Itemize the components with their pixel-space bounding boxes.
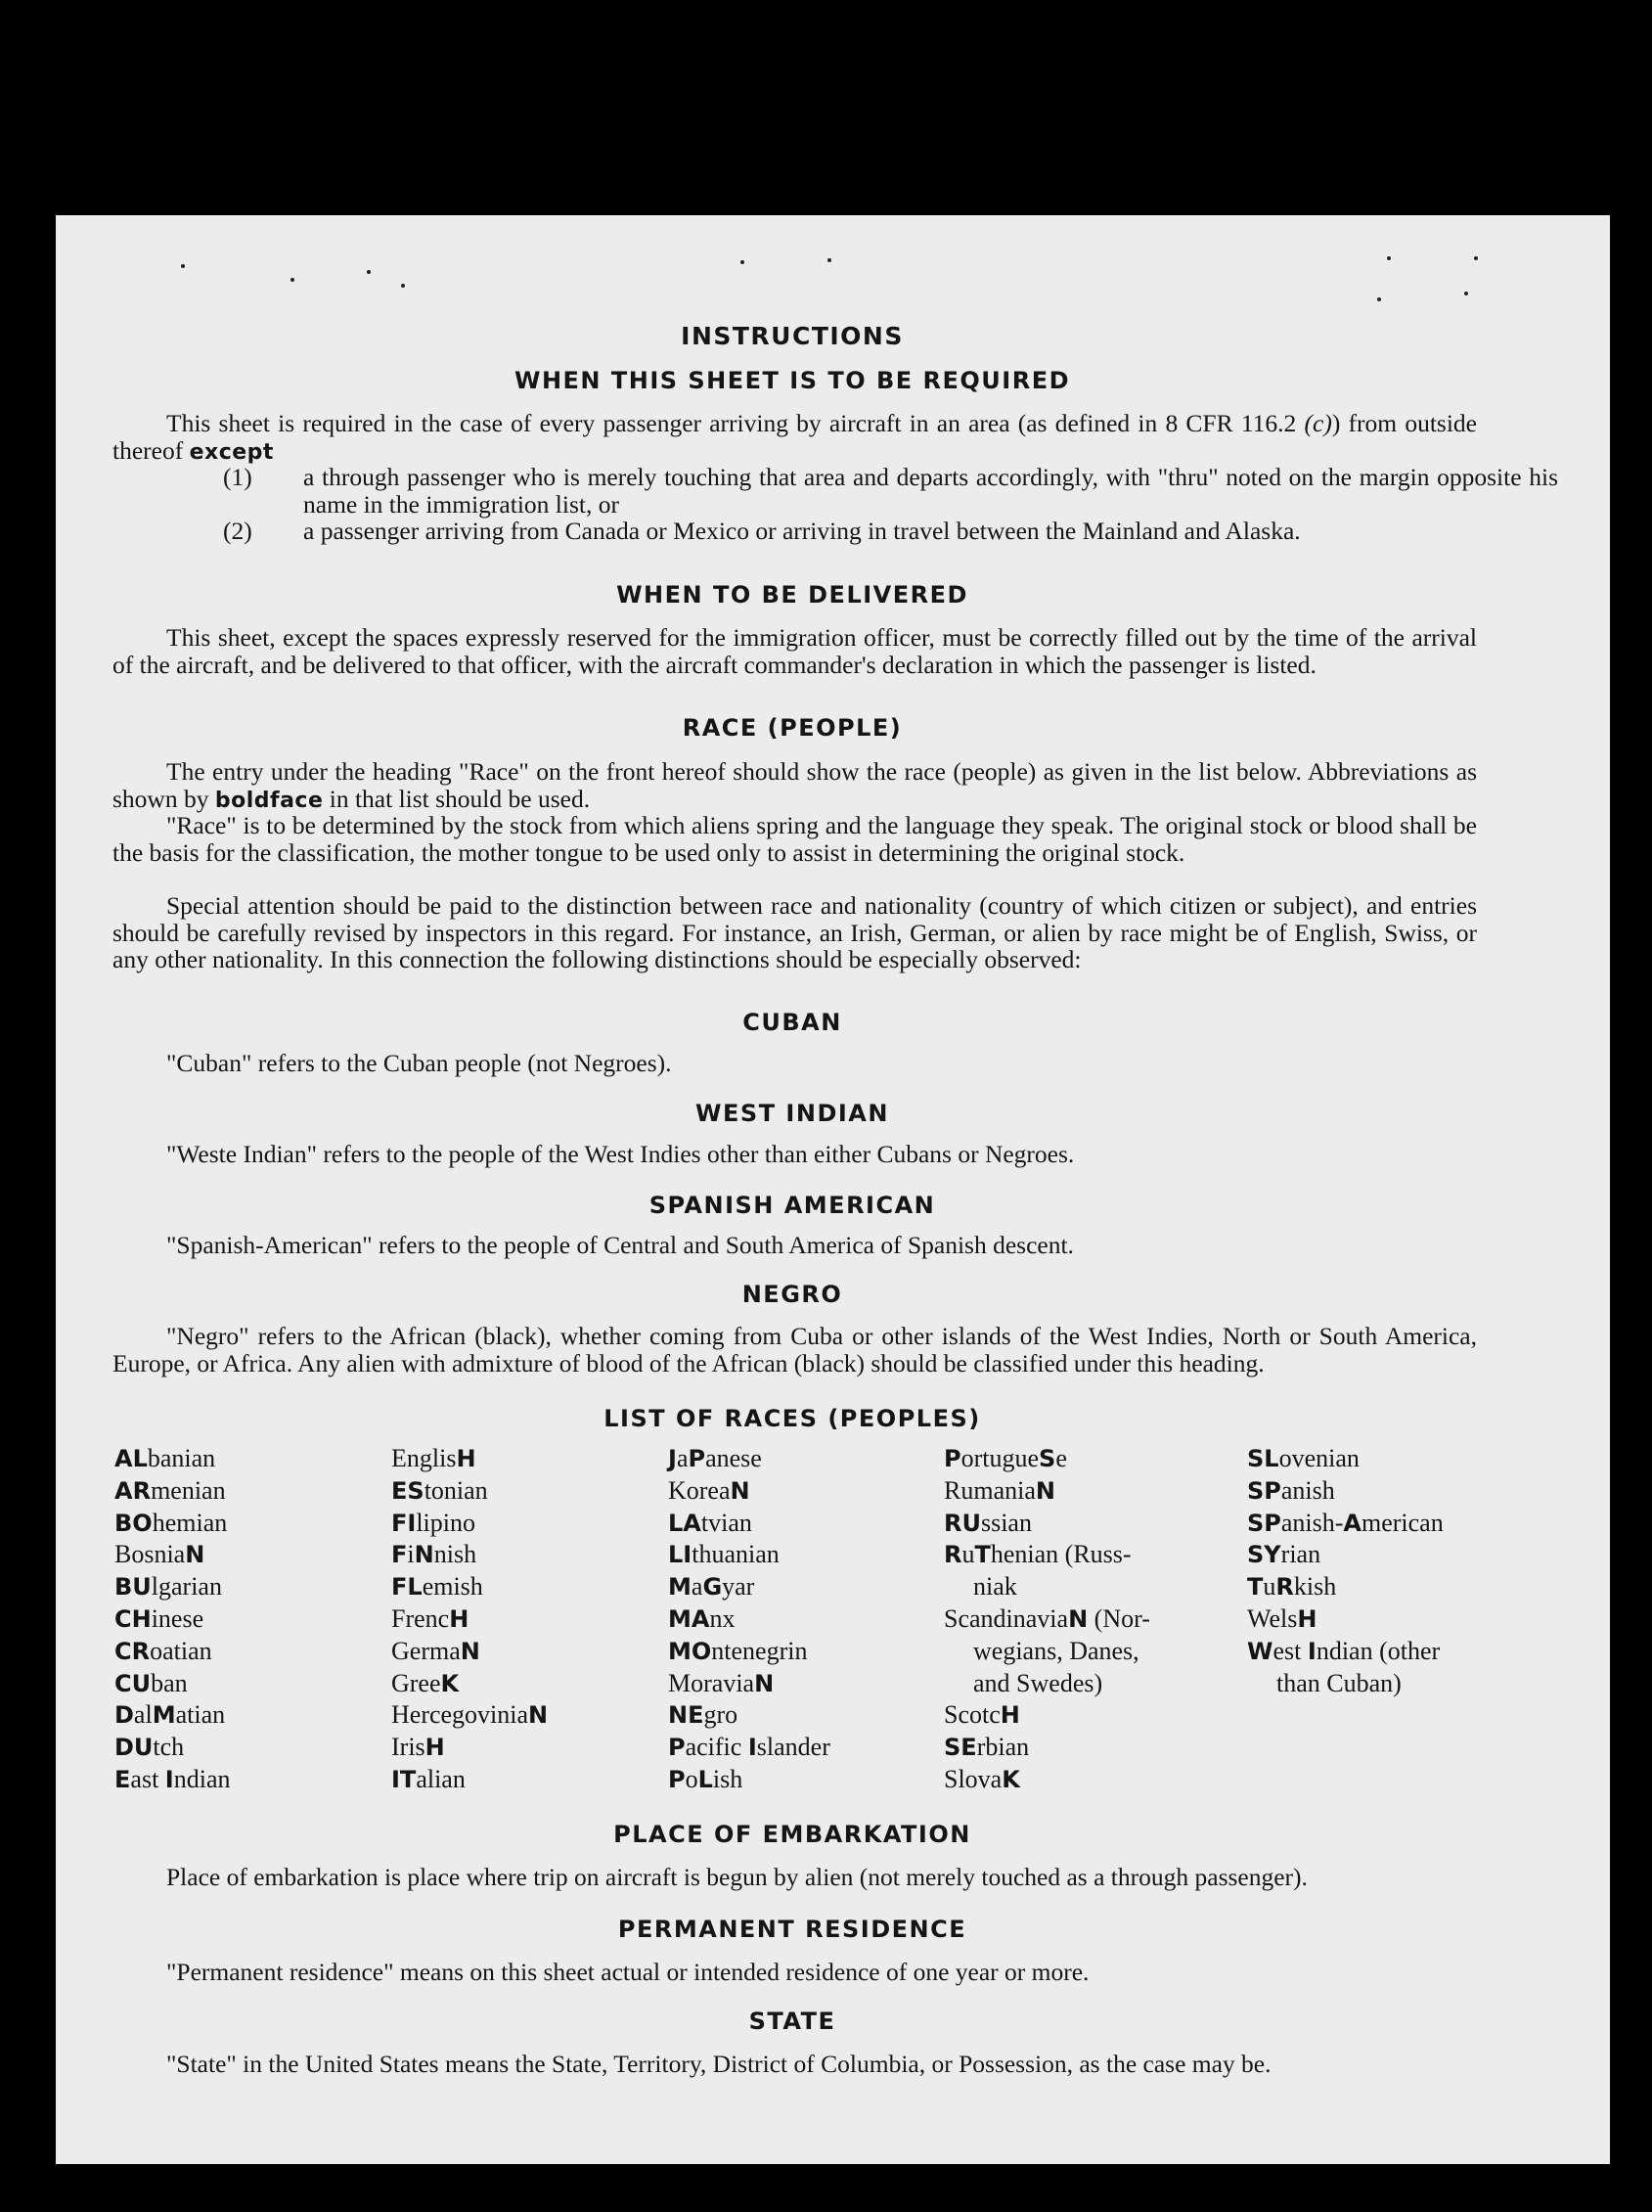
race-abbreviation: N [1068,1604,1089,1633]
citation: (c) [1304,409,1332,437]
required-paragraph [112,410,1477,466]
race-name-part: u [1263,1572,1276,1602]
race-name-part: slander [756,1733,830,1762]
speck [1474,256,1478,260]
race-abbreviation: T [1247,1573,1264,1602]
cuban-heading: CUBAN [742,1009,842,1036]
race-name-part: nish [433,1540,477,1569]
race-name-part: a [691,1572,703,1602]
race-abbreviation: SP [1247,1509,1281,1537]
races-column-2 [391,1443,685,1796]
race-entry [1247,1539,1540,1571]
race-abbreviation: N [1035,1476,1055,1505]
race-entry [391,1699,685,1732]
speck [827,258,831,262]
race-abbreviation: FL [391,1573,423,1602]
race-entry [944,1699,1237,1732]
races-column-4 [944,1443,1237,1796]
item-text: a passenger arriving from Canada or Mexico or arriving in travel between the Mainland and Alaska. [303,517,1301,545]
item-label: (1) [223,463,252,491]
race-name-part: oatian [150,1636,212,1665]
race-name-part: u [961,1540,975,1569]
place-of-embarkation-heading: PLACE OF EMBARKATION [613,1821,971,1848]
race-paragraph-3: Special attention should be paid to the distinction between race and nationality (country of which citizen or subject), and entries should be carefully revised by inspectors in this regard. For instance, an Irish, German, or alien by race might be of English, Swiss, or any other nationality. In this connection the following distinctions should be especially observed: [112,891,1477,973]
race-name-part: alian [416,1764,466,1793]
race-name-part: Englis [391,1444,457,1472]
race-entry [391,1668,685,1700]
race-entry [668,1443,961,1475]
race-abbreviation: I [164,1765,174,1793]
race-abbreviation: H [1297,1604,1317,1633]
race-name-part: lipino [416,1508,475,1537]
race-name-part: ortugue [960,1444,1040,1472]
race-name-part: inese [151,1603,204,1633]
race-abbreviation: SL [1247,1445,1279,1472]
race-abbreviation: P [688,1445,706,1472]
required-intro: This sheet is required in the case of every passenger arriving by aircraft in an area (as defined in 8 CFR 116.2 [166,409,1297,437]
race-abbreviation: SE [944,1734,977,1762]
race-entry [1247,1603,1540,1636]
state-paragraph: "State" in the United States means the State, Territory, District of Columbia, or Possession, as the case may be. [166,2050,1272,2078]
speck [401,284,405,288]
race-abbreviation: H [456,1445,476,1472]
race-name-part: merican [1362,1508,1444,1537]
race-entry [114,1571,408,1603]
race-entry [114,1668,408,1700]
race-entry [668,1508,961,1540]
race-abbreviation: E [114,1765,131,1793]
race-name-part: Iris [391,1733,425,1762]
race-name-part: (Nor- [1088,1603,1150,1633]
race-entry [1247,1443,1540,1475]
race-name-part: wegians, Danes, [973,1636,1139,1665]
race-paragraph-1 [112,758,1477,814]
race-name-part: al [133,1700,153,1730]
race-abbreviation: S [1039,1445,1056,1472]
race-name-part: menian [151,1475,226,1505]
race-name-part: Scandinavia [944,1603,1069,1633]
race-entry [668,1539,961,1571]
race-name-part: tch [153,1733,185,1762]
races-column-3 [668,1443,961,1796]
race-name-part: Frenc [391,1603,450,1633]
race-entry [114,1508,408,1540]
race-name-part: niak [973,1572,1017,1602]
race-abbreviation: SP [1247,1476,1281,1505]
residence-paragraph: "Permanent residence" means on this sheet actual or intended residence of one year or more. [166,1958,1090,1986]
race-name-part: thuanian [692,1540,780,1569]
item-text: a through passenger who is merely touching that area and departs accordingly, with "thru" noted on the margin opposite his name in the immigration list, or [303,463,1558,519]
race-entry [391,1603,685,1636]
race-entry [668,1475,961,1508]
race-name-part: anese [705,1444,762,1472]
race-p1-start: The entry under the heading "Race" on the front hereof should show the race (people) as given in the list below. Abbreviations as shown by [112,757,1477,813]
race-abbreviation: NE [668,1701,704,1730]
race-name-part: acific [685,1733,748,1762]
race-entry [944,1764,1237,1796]
race-name-part: atian [175,1700,226,1730]
race-entry [944,1508,1237,1540]
race-abbreviation: M [152,1701,176,1730]
race-entry [391,1539,685,1571]
race-name-part: i [407,1540,415,1569]
race-name-part: banian [147,1444,216,1472]
race-name-part: Bosnia [114,1540,186,1569]
speck [740,260,744,264]
race-abbreviation: P [668,1765,686,1793]
race-name-part: Hercegovinia [391,1700,529,1730]
race-abbreviation: SY [1247,1541,1281,1569]
race-name-part: Germa [391,1636,461,1665]
race-abbreviation: F [391,1541,408,1569]
race-p1-end: in that list should be used. [329,784,591,813]
race-abbreviation: I [1307,1637,1317,1665]
race-name-part: nx [709,1603,736,1633]
race-name-part: yar [722,1572,755,1602]
race-entry [114,1603,408,1636]
race-name-part: Scotc [944,1700,1001,1730]
race-abbreviation: CU [114,1669,152,1697]
race-entry [944,1571,1237,1603]
race-abbreviation: N [414,1541,434,1569]
exception-item-2 [223,518,1558,545]
race-abbreviation: R [1275,1573,1294,1602]
race-abbreviation: P [668,1734,686,1762]
race-entry [668,1764,961,1796]
races-column-5 [1247,1443,1540,1699]
race-abbreviation: LI [668,1541,692,1569]
race-entry [1247,1571,1540,1603]
spanish-american-heading: SPANISH AMERICAN [648,1192,936,1219]
embarkation-paragraph: Place of embarkation is place where trip on aircraft is begun by alien (not merely touched as a through passenger). [166,1863,1308,1891]
west-indian-paragraph: "Weste Indian" refers to the people of the West Indies other than either Cubans or Negroes. [166,1140,1075,1168]
race-abbreviation: I [747,1734,757,1762]
race-name-part: ban [151,1668,188,1697]
race-name-part: a [676,1444,689,1472]
exception-item-1 [223,464,1558,518]
race-name-part: est [1272,1636,1308,1665]
race-abbreviation: DU [114,1734,154,1762]
race-name-part: ndian [173,1764,231,1793]
race-abbreviation: ES [391,1476,424,1505]
race-entry [668,1636,961,1668]
race-abbreviation: BO [114,1509,153,1537]
race-name-part: tvian [700,1508,752,1537]
race-entry [391,1443,685,1475]
race-name-part: Rumania [944,1475,1036,1505]
race-entry [391,1475,685,1508]
race-name-part: than Cuban) [1276,1668,1402,1697]
race-paragraph-2: "Race" is to be determined by the stock from which aliens spring and the language they speak. The original stock or blood shall be the basis for the classification, the mother tongue to be used only to assist in determining the original stock. [112,811,1477,867]
race-name-part: anish- [1280,1508,1344,1537]
race-entry [391,1764,685,1796]
race-abbreviation: CH [114,1604,152,1633]
race-entry [668,1603,961,1636]
race-entry [114,1764,408,1796]
race-abbreviation: AL [114,1445,148,1472]
speck [1377,297,1381,301]
race-entry [114,1699,408,1732]
race-abbreviation: N [528,1701,549,1730]
race-entry [944,1732,1237,1764]
race-entry [114,1443,408,1475]
spanish-american-paragraph: "Spanish-American" refers to the people of Central and South America of Spanish descent. [166,1231,1074,1259]
race-name-part: rbian [976,1733,1030,1762]
race-name-part: Wels [1247,1603,1298,1633]
race-entry [391,1508,685,1540]
race-abbreviation: AR [114,1476,152,1505]
instructions-title: INSTRUCTIONS [681,322,904,350]
race-entry [944,1668,1237,1700]
race-entry [391,1571,685,1603]
race-entry [668,1732,961,1764]
race-entry [1247,1475,1540,1508]
race-name-part: tonian [424,1475,488,1505]
required-intro-end: ) from outside thereof [112,409,1477,465]
list-of-races-heading: LIST OF RACES (PEOPLES) [603,1405,981,1432]
race-abbreviation: CR [114,1637,151,1665]
race-entry [668,1571,961,1603]
boldface-word: boldface [214,788,324,813]
speck [290,278,294,282]
race-entry [114,1539,408,1571]
race-name-part: ovenian [1278,1444,1360,1472]
race-entry [944,1603,1237,1636]
race-name-part: and Swedes) [973,1668,1103,1697]
when-required-heading: WHEN THIS SHEET IS TO BE REQUIRED [513,367,1071,394]
race-abbreviation: R [944,1541,962,1569]
race-abbreviation: K [1002,1765,1020,1793]
race-abbreviation: LA [668,1509,701,1537]
race-entry [668,1699,961,1732]
item-label: (2) [223,517,252,545]
race-abbreviation: N [730,1476,750,1505]
speck [1464,292,1468,295]
race-name-part: ntenegrin [711,1636,808,1665]
race-name-part: ndian (other [1316,1636,1441,1665]
state-heading: STATE [748,2008,836,2035]
race-entry [668,1668,961,1700]
race-name-part: kish [1293,1572,1337,1602]
permanent-residence-heading: PERMANENT RESIDENCE [617,1916,967,1943]
negro-paragraph: "Negro" refers to the African (black), whether coming from Cuba or other islands of the West Indies, North or South America, Europe, or Africa. Any alien with admixture of blood of the African (black) should be classified under this heading. [112,1322,1477,1377]
race-name-part: Slova [944,1764,1003,1793]
race-entry [391,1732,685,1764]
race-abbreviation: IT [391,1765,417,1793]
race-abbreviation: H [449,1604,469,1633]
race-name-part: Moravia [668,1668,755,1697]
delivered-paragraph: This sheet, except the spaces expressly reserved for the immigration officer, must be correctly filled out by the time of the arrival of the aircraft, and be delivered to that officer, with the aircraft commander's declaration in which the passenger is listed. [112,623,1477,679]
race-name-part: Gree [391,1668,441,1697]
race-abbreviation: K [440,1669,460,1697]
race-abbreviation: N [460,1637,480,1665]
race-abbreviation: T [974,1541,991,1569]
race-name-part: anish [1280,1475,1335,1505]
race-abbreviation: L [697,1765,713,1793]
race-entry [944,1539,1237,1571]
cuban-paragraph: "Cuban" refers to the Cuban people (not Negroes). [166,1049,672,1077]
race-entry [1247,1636,1540,1668]
race-abbreviation: P [944,1445,961,1472]
races-column-1 [114,1443,408,1796]
race-name-part: lgarian [151,1572,222,1602]
race-entry [391,1636,685,1668]
speck [1387,256,1391,260]
race-abbreviation: W [1247,1637,1273,1665]
race-entry [114,1636,408,1668]
race-name-part: e [1055,1444,1067,1472]
race-abbreviation: G [702,1573,723,1602]
race-name-part: ish [712,1764,743,1793]
race-abbreviation: MA [668,1604,710,1633]
race-abbreviation: RU [944,1509,981,1537]
race-abbreviation: H [424,1734,445,1762]
race-abbreviation: M [668,1573,692,1602]
race-abbreviation: A [1343,1509,1362,1537]
race-name-part: rian [1280,1540,1321,1569]
race-abbreviation: D [114,1701,134,1730]
race-name-part: ast [130,1764,165,1793]
race-entry [1247,1668,1540,1700]
race-entry [944,1443,1237,1475]
race-name-part: gro [703,1700,738,1730]
race-abbreviation: J [668,1445,677,1472]
race-abbreviation: MO [668,1637,712,1665]
race-name-part: emish [422,1572,483,1602]
race-entry [944,1636,1237,1668]
race-name-part: ssian [980,1508,1032,1537]
race-entry [114,1475,408,1508]
race-entry [1247,1508,1540,1540]
race-entry [944,1475,1237,1508]
race-abbreviation: H [1000,1701,1020,1730]
race-entry [114,1732,408,1764]
race-name-part: henian (Russ- [990,1540,1132,1569]
race-name-part: hemian [152,1508,228,1537]
except-word: except [189,439,274,465]
race-abbreviation: FI [391,1509,417,1537]
race-abbreviation: N [754,1669,775,1697]
west-indian-heading: WEST INDIAN [695,1100,889,1127]
speck [367,270,371,274]
race-abbreviation: BU [114,1573,152,1602]
race-heading: RACE (PEOPLE) [682,714,903,742]
speck [181,264,185,268]
race-abbreviation: N [185,1541,205,1569]
when-delivered-heading: WHEN TO BE DELIVERED [616,581,968,609]
race-name-part: o [685,1764,698,1793]
race-name-part: Korea [668,1475,731,1505]
negro-heading: NEGRO [741,1281,843,1308]
